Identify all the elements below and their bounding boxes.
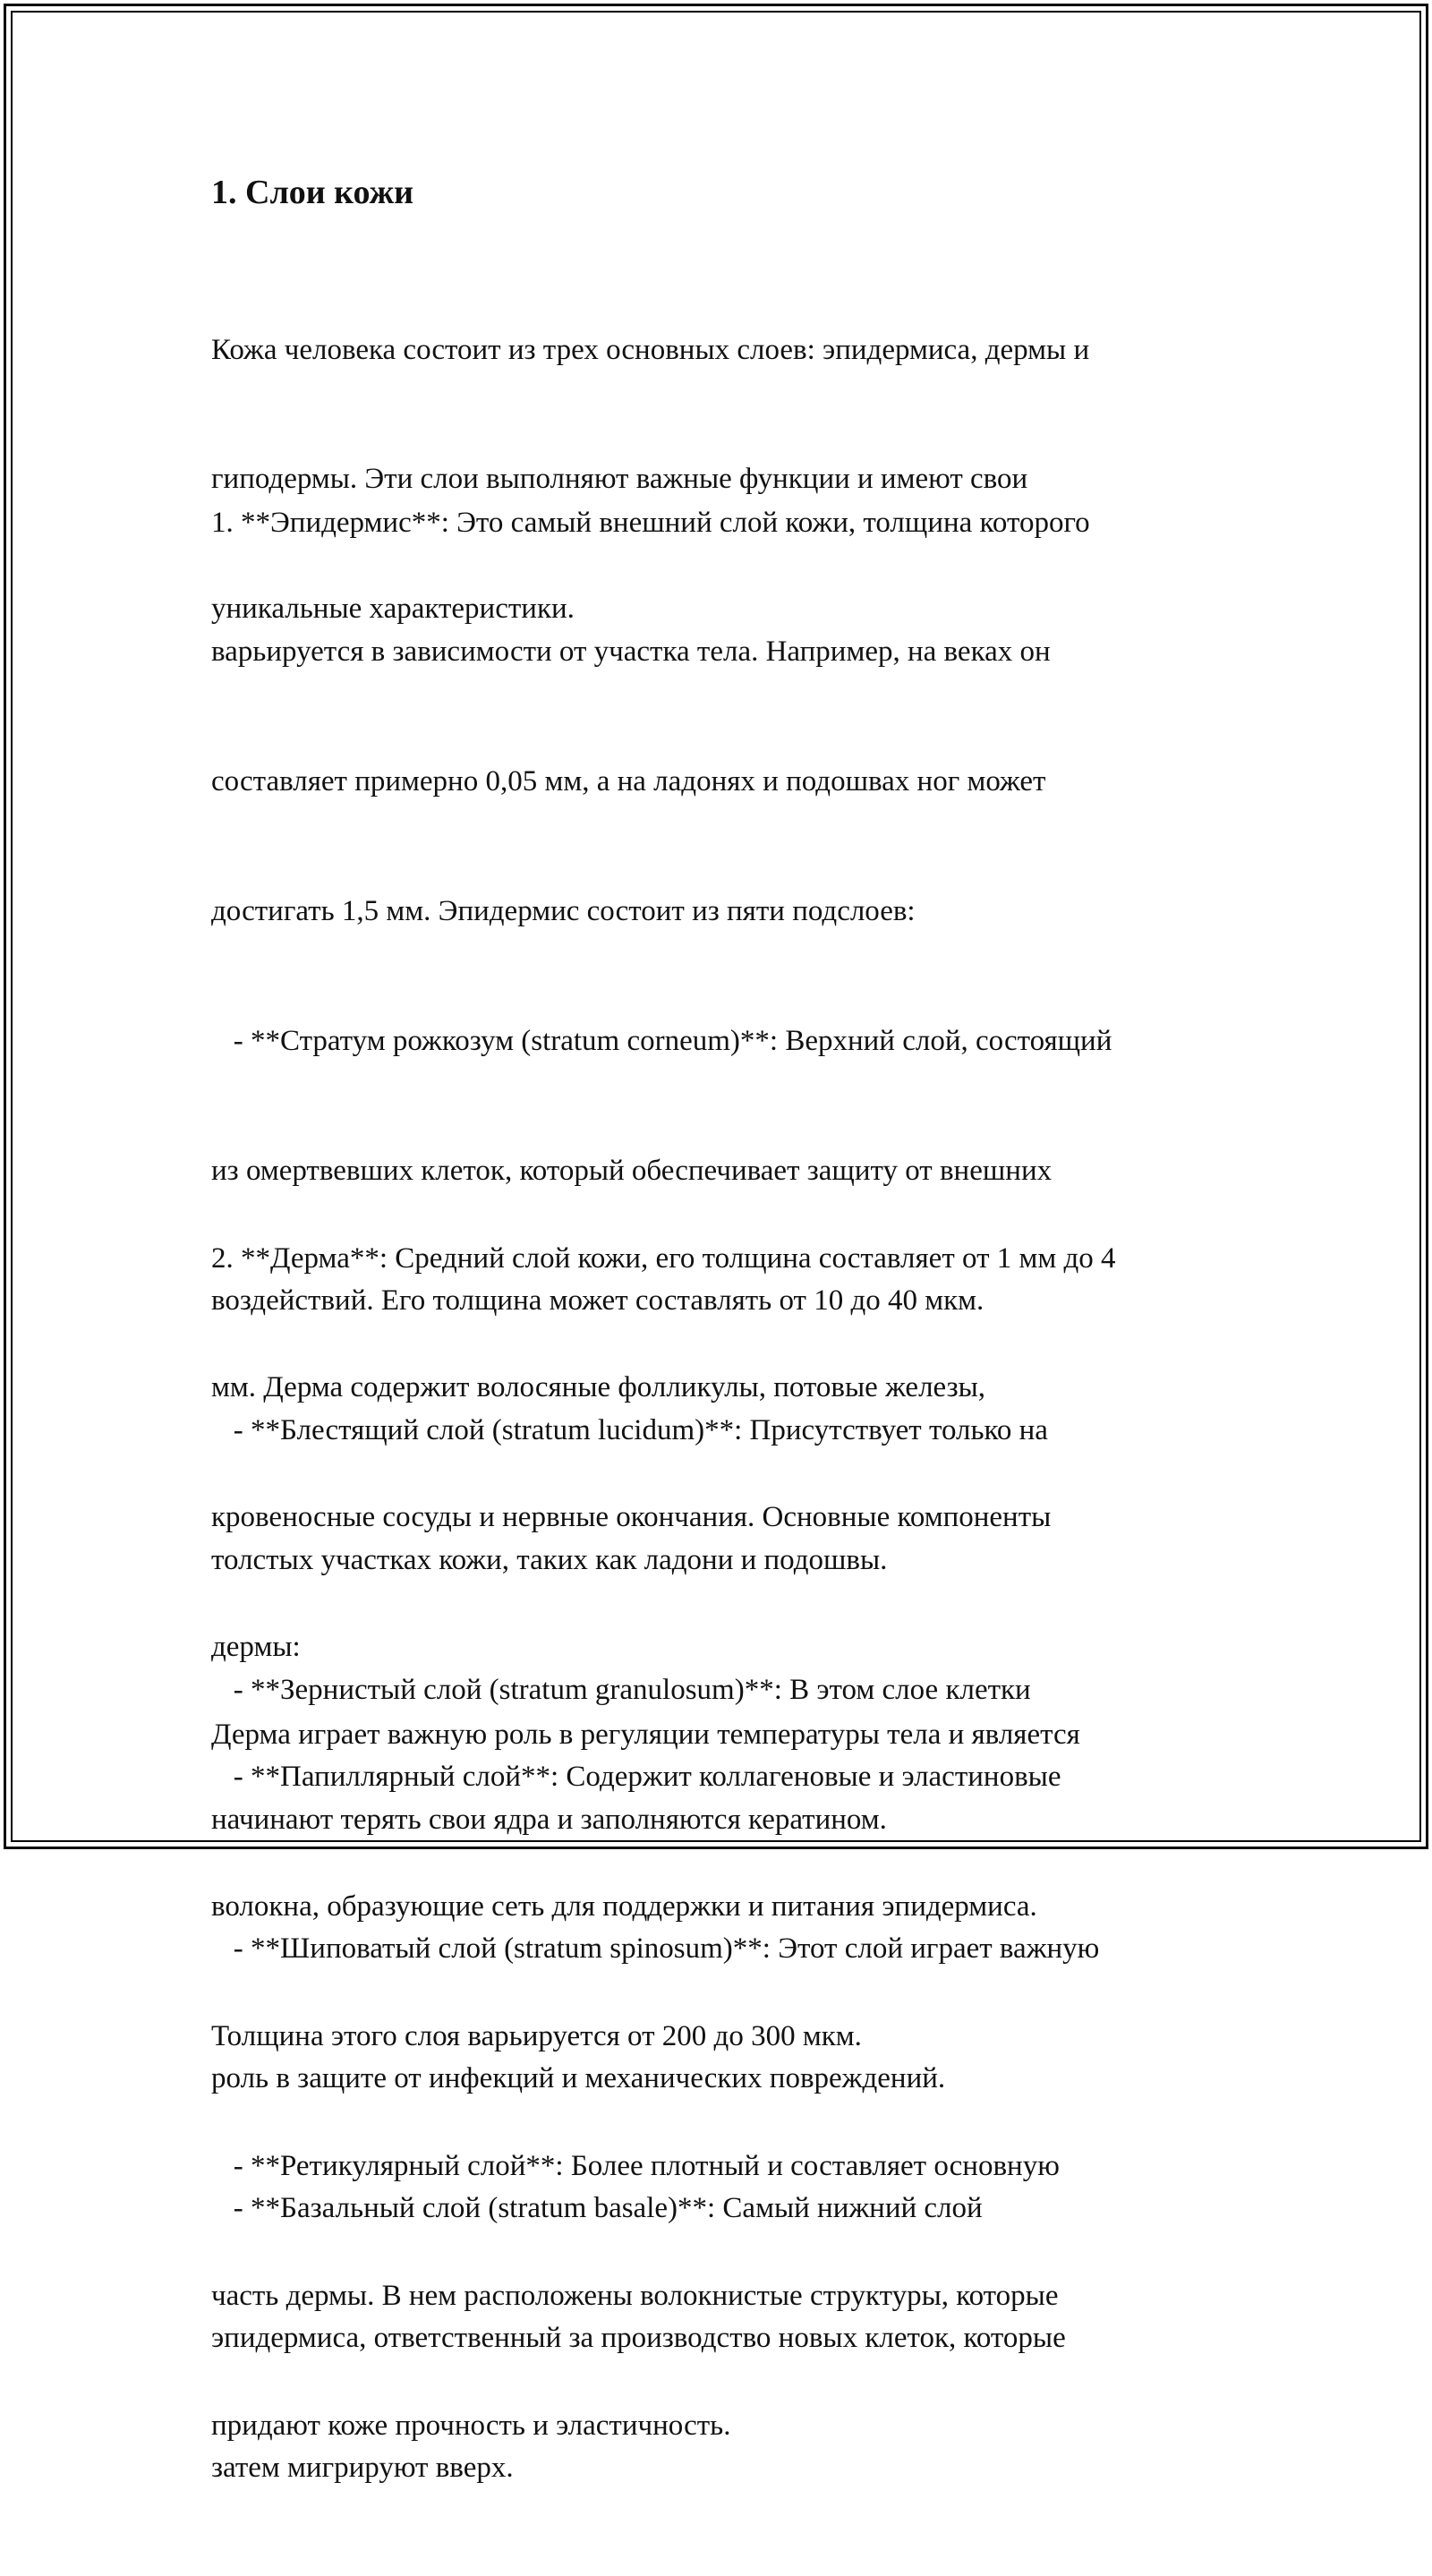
paragraph-line: гиподермы. Эти слои выполняют важные функции и имеют свои <box>211 463 1028 496</box>
paragraph-line: составляет примерно 0,05 мм, а на ладонях и подошвах ног может <box>211 765 1046 798</box>
paragraph-line: затем мигрируют вверх. <box>211 2451 514 2484</box>
paragraph-line: Дерма играет важную роль в регуляции температуры тела и является <box>211 1718 1080 1751</box>
paragraph-line: достигать 1,5 мм. Эпидермис состоит из пяти подслоев: <box>211 895 916 928</box>
section-title: 1. Слои кожи <box>211 174 414 211</box>
paragraph-line: кровеносные сосуды и нервные окончания. Основные компоненты <box>211 1501 1052 1534</box>
paragraph-line: уникальные характеристики. <box>211 593 575 626</box>
paragraph-line: мм. Дерма содержит волосяные фолликулы, потовые железы, <box>211 1371 986 1404</box>
paragraph-line: эпидермиса, ответственный за производство новых клеток, которые <box>211 2322 1066 2355</box>
paragraph-line: начинают терять свои ядра и заполняются кератином. <box>211 1803 887 1836</box>
list-item-line: - **Базальный слой (stratum basale)**: Самый нижний слой <box>211 2192 983 2225</box>
paragraph-line: варьируется в зависимости от участка тела. Например, на веках он <box>211 635 1051 669</box>
paragraph-line: дермы: <box>211 1631 301 1664</box>
paragraph-line: 2. **Дерма**: Средний слой кожи, его толщина составляет от 1 мм до 4 <box>211 1241 1116 1275</box>
paragraph-line: часть дермы. В нем расположены волокнистые структуры, которые <box>211 2279 1059 2312</box>
document-page <box>211 168 1240 2484</box>
list-item-line: - **Ретикулярный слой**: Более плотный и составляет основную <box>211 2149 1060 2182</box>
list-item-line: - **Зернистый слой (stratum granulosum)**: В этом слое клетки <box>211 1673 1031 1706</box>
paragraph-line: из омертвевших клеток, который обеспечивает защиту от внешних <box>211 1155 1053 1188</box>
paragraph-line: придают коже прочность и эластичность. <box>211 2409 731 2442</box>
list-item-line: - **Шиповатый слой (stratum spinosum)**: Этот слой играет важную <box>211 1932 1100 1966</box>
paragraph-line: Толщина этого слоя варьируется от 200 до 300 мкм. <box>211 2019 862 2052</box>
list-item-line: - **Стратум рожкозум (stratum corneum)**: Верхний слой, состоящий <box>211 1025 1112 1058</box>
dermis-summary-paragraph <box>211 1626 1080 1842</box>
paragraph-line: 1. **Эпидермис**: Это самый внешний слой кожи, толщина которого <box>211 506 1090 539</box>
list-item-line: - **Блестящий слой (stratum lucidum)**: Присутствует только на <box>211 1413 1048 1446</box>
list-item-line: - **Папиллярный слой**: Содержит коллагеновые и эластиновые <box>211 1761 1061 1794</box>
paragraph-line: Кожа человека состоит из трех основных слоев: эпидермиса, дермы и <box>211 333 1090 366</box>
paragraph-line: роль в защите от инфекций и механических повреждений. <box>211 2062 946 2095</box>
paragraph-line: толстых участках кожи, таких как ладони и подошвы. <box>211 1543 888 1576</box>
paragraph-line: воздействий. Его толщина может составлять от 10 до 40 мкм. <box>211 1284 984 1317</box>
paragraph-line: волокна, образующие сеть для поддержки и питания эпидермиса. <box>211 1890 1037 1923</box>
